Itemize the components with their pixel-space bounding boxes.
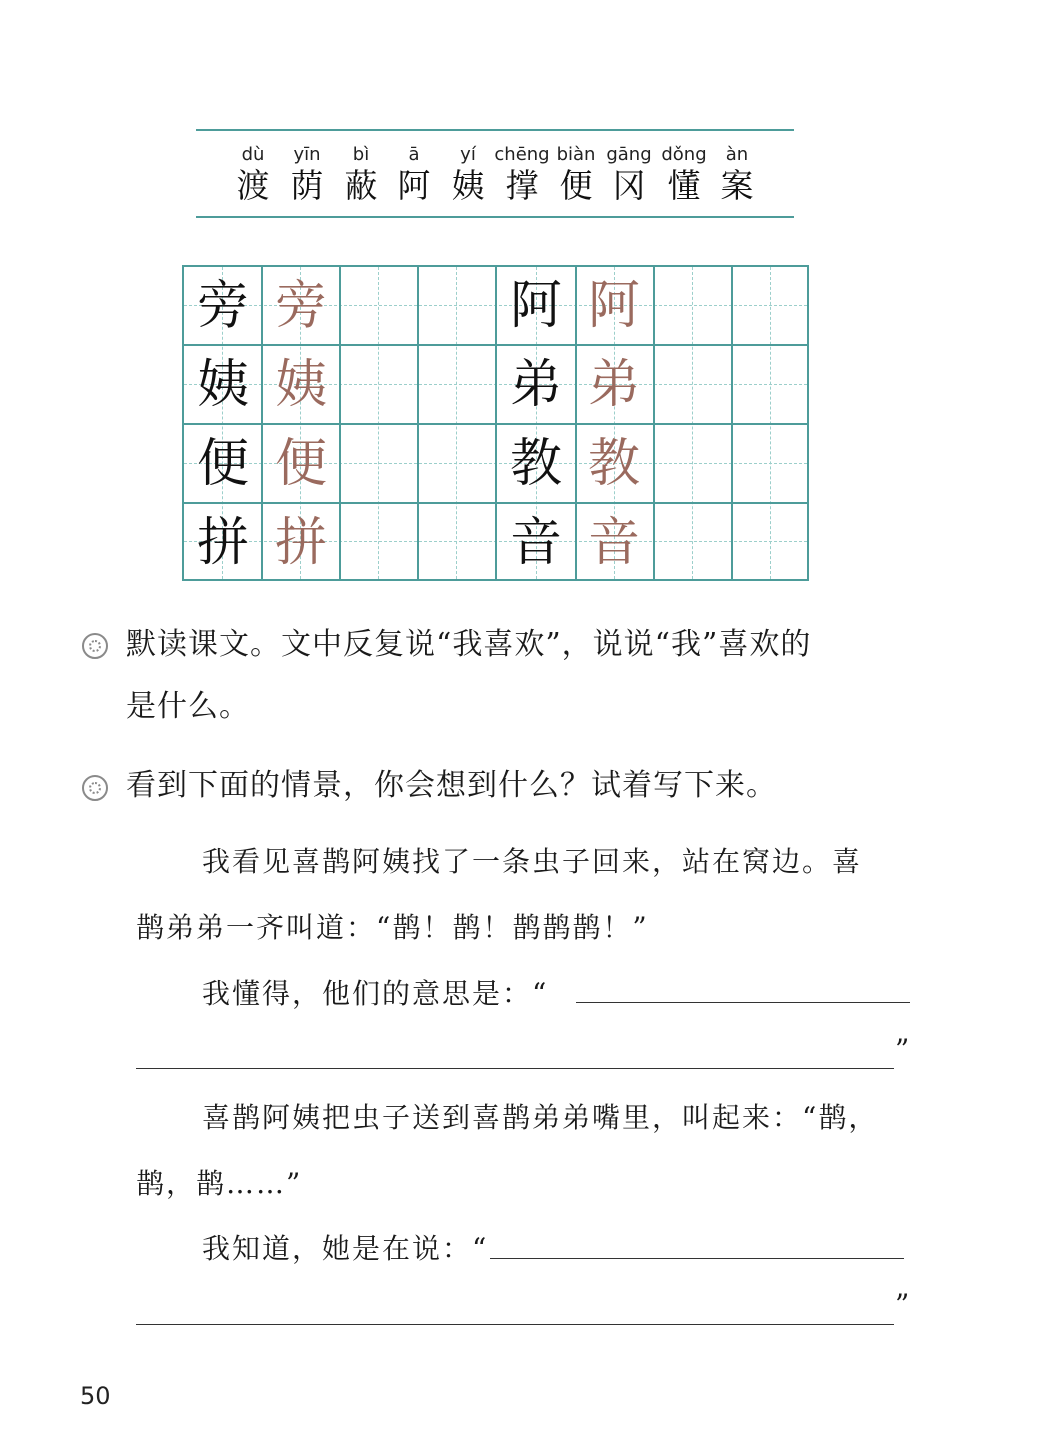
- question-marker-icon: [82, 775, 108, 801]
- vocab-char: 姨: [451, 166, 485, 205]
- vocab-char: 蔽: [344, 166, 378, 205]
- closing-quote: ”: [895, 1033, 910, 1066]
- vocab-char: 案: [720, 166, 754, 205]
- model-character: 便: [196, 434, 249, 494]
- trace-character: 拼: [274, 513, 327, 573]
- vocab-item: [599, 144, 659, 206]
- vocab-item: [223, 144, 283, 206]
- vocab-pinyin: bì: [352, 144, 370, 165]
- trace-character: 旁: [274, 276, 327, 336]
- vocab-char: 便: [559, 166, 593, 205]
- trace-character: 姨: [274, 355, 327, 415]
- vocab-pinyin: àn: [725, 144, 749, 165]
- passage-2-line-2: 鹊，鹊……”: [136, 1167, 303, 1200]
- vocab-item: [438, 144, 498, 206]
- vocab-item: [492, 144, 552, 206]
- passage-1-line-2: 鹊弟弟一齐叫道：“鹊！鹊！鹊鹊鹊！”: [136, 911, 649, 944]
- vocab-pinyin: gāng: [606, 144, 652, 165]
- passage-2-line-1: 喜鹊阿姨把虫子送到喜鹊弟弟嘴里，叫起来：“鹊，: [202, 1101, 879, 1134]
- vocab-item: [546, 144, 606, 206]
- question-2-text: 看到下面的情景，你会想到什么？试着写下来。: [126, 768, 777, 803]
- model-character: 姨: [196, 355, 249, 415]
- vocab-pinyin: dǒng: [661, 144, 707, 165]
- question-1-line-1: 默读课文。文中反复说“我喜欢”，说说“我”喜欢的: [126, 627, 812, 662]
- trace-character: 音: [587, 513, 640, 573]
- vocab-item: [654, 144, 714, 206]
- vocab-list: [230, 144, 770, 206]
- vocab-char: 阿: [397, 166, 431, 205]
- vocab-item: [707, 144, 767, 206]
- vocab-char: 荫: [290, 166, 324, 205]
- trace-character: 便: [274, 434, 327, 494]
- passage-2-line-3: 我知道，她是在说：“: [202, 1232, 489, 1265]
- vocab-item: [331, 144, 391, 206]
- closing-quote: ”: [895, 1288, 910, 1321]
- question-1-line-2: 是什么。: [126, 689, 250, 724]
- vocab-item: [277, 144, 337, 206]
- answer-blank-2b[interactable]: [136, 1324, 894, 1325]
- page-number: 50: [80, 1382, 111, 1410]
- question-marker-icon: [82, 633, 108, 659]
- vocab-bottom-rule: [196, 216, 794, 218]
- vocab-char: 撑: [505, 166, 539, 205]
- vocab-pinyin: dù: [241, 144, 265, 165]
- vocab-item: [384, 144, 444, 206]
- vocab-char: 懂: [667, 166, 701, 205]
- model-character: 旁: [196, 276, 249, 336]
- vocab-pinyin: yīn: [293, 144, 321, 165]
- trace-character: 弟: [587, 355, 640, 415]
- model-character: 弟: [509, 355, 562, 415]
- answer-blank-2a[interactable]: [490, 1258, 904, 1259]
- trace-character: 阿: [587, 276, 640, 336]
- model-character: 教: [509, 434, 562, 494]
- vocab-pinyin: yí: [460, 144, 476, 165]
- model-character: 拼: [196, 513, 249, 573]
- character-writing-grid: [182, 265, 809, 581]
- answer-blank-1a[interactable]: [576, 1002, 910, 1003]
- vocab-char: 渡: [236, 166, 270, 205]
- vocab-top-rule: [196, 129, 794, 131]
- vocab-pinyin: ā: [408, 144, 420, 165]
- vocab-pinyin: chēng: [494, 144, 550, 165]
- passage-1-line-3: 我懂得，他们的意思是：“: [202, 977, 549, 1010]
- passage-1-line-1: 我看见喜鹊阿姨找了一条虫子回来，站在窝边。喜: [202, 845, 863, 878]
- trace-character: 教: [587, 434, 640, 494]
- vocab-char: 冈: [612, 166, 646, 205]
- vocab-pinyin: biàn: [556, 144, 596, 165]
- model-character: 阿: [509, 276, 562, 336]
- model-character: 音: [509, 513, 562, 573]
- answer-blank-1b[interactable]: [136, 1068, 894, 1069]
